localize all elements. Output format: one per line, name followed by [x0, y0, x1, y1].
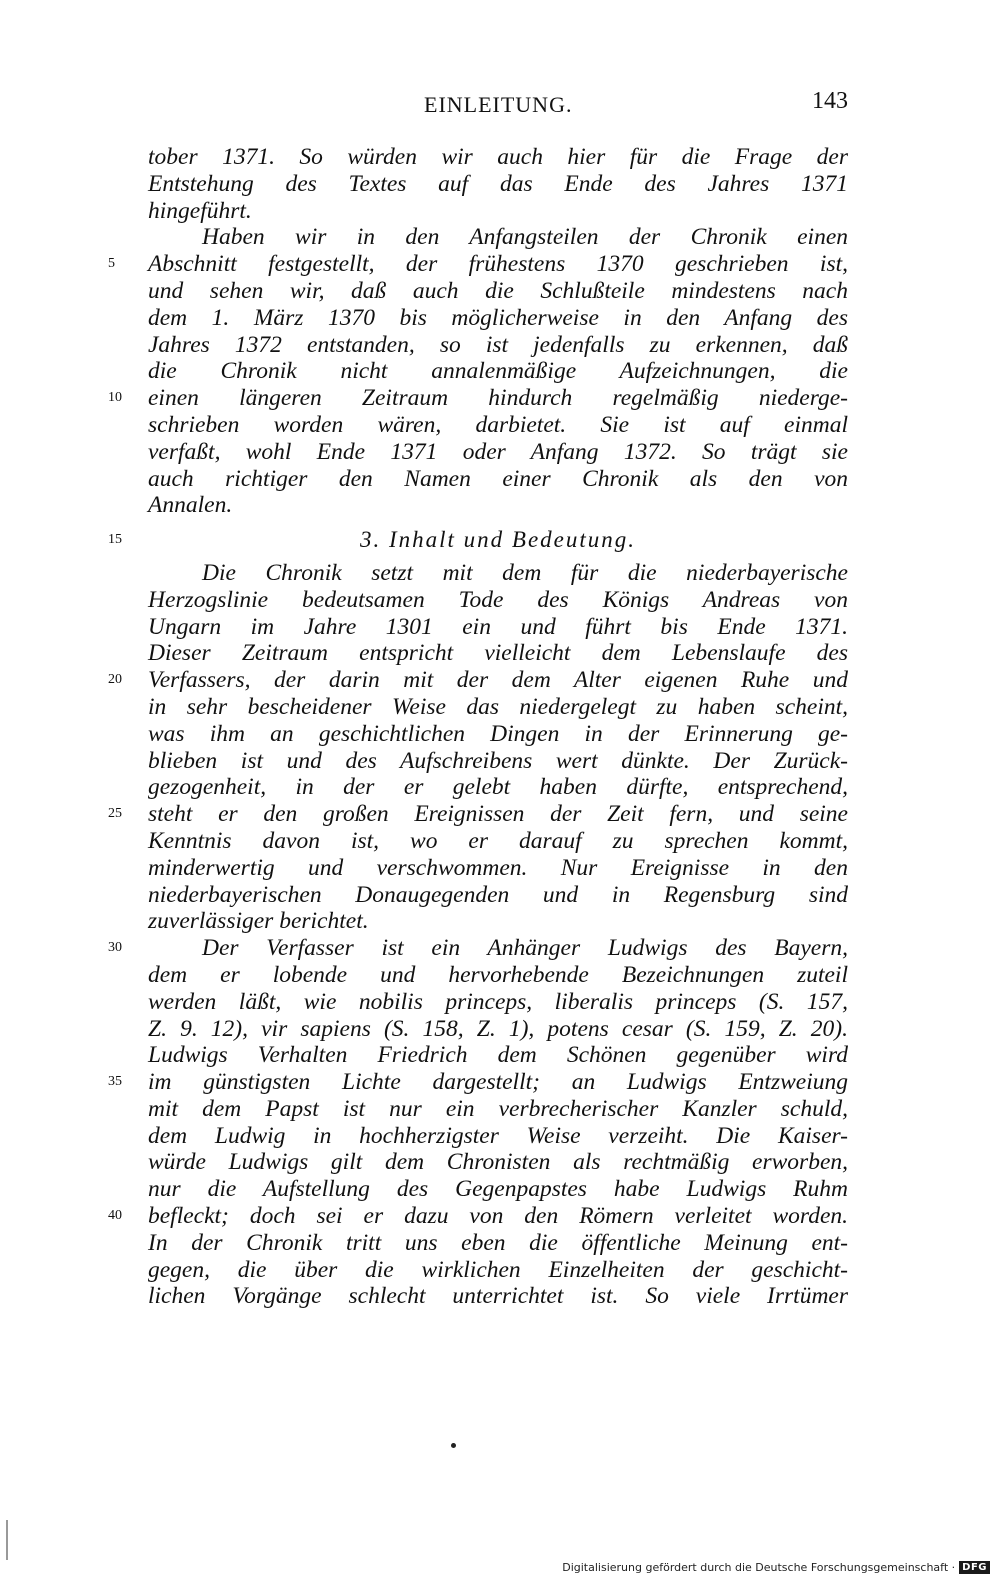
text-line: Kenntnis davon ist, wo er darauf zu sprechen kommt,	[148, 827, 848, 854]
text-line: hingeführt.	[148, 197, 252, 224]
footer-credit: Digitalisierung gefördert durch die Deutsche Forschungsgemeinschaft ·	[562, 1560, 956, 1574]
text-line: 35 im günstigsten Lichte dargestellt; an Ludwigs Entzweiung	[108, 1069, 848, 1096]
page-number: 143	[812, 88, 848, 114]
page-header	[148, 88, 848, 124]
text-line: blieben ist und des Aufschreibens wert dünkte. Der Zurück-	[148, 747, 848, 774]
text-line: in sehr bescheidener Weise das niedergelegt zu haben scheint,	[148, 693, 848, 720]
text-line: 20 Verfassers, der darin mit der dem Alter eigenen Ruhe und	[108, 667, 848, 694]
text-line: lichen Vorgänge schlecht unterrichtet ist. So viele Irrtümer	[148, 1283, 848, 1310]
text-line: und sehen wir, daß auch die Schlußteile mindestens nach	[148, 277, 848, 304]
text-line: Ungarn im Jahre 1301 ein und führt bis Ende 1371.	[148, 613, 848, 640]
text-line: 40 befleckt; doch sei er dazu von den Römern verleitet worden.	[108, 1203, 848, 1230]
running-title: EINLEITUNG.	[424, 92, 573, 117]
section-heading: 15 3. Inhalt und Bedeutung.	[108, 527, 637, 553]
text-line: dem er lobende und hervorhebende Bezeichnungen zuteil	[148, 961, 848, 988]
text-line: würde Ludwigs gilt dem Chronisten als rechtmäßig erworben,	[148, 1149, 848, 1176]
text-line: tober 1371. So würden wir auch hier für die Frage der	[148, 144, 848, 170]
text-line: auch richtiger den Namen einer Chronik als den von	[148, 465, 848, 492]
line-number: 15	[108, 532, 122, 548]
text-line: In der Chronik tritt uns eben die öffentliche Meinung ent-	[148, 1229, 848, 1256]
text-line: 5 Abschnitt festgestellt, der frühestens 1370 geschrieben ist,	[108, 251, 848, 278]
line-number: 25	[108, 806, 122, 822]
line-number: 20	[108, 672, 122, 688]
text-line: 30 Der Verfasser ist ein Anhänger Ludwigs des Bayern,	[108, 935, 848, 962]
line-number: 30	[108, 940, 122, 956]
text-line: zuverlässiger berichtet.	[148, 908, 369, 935]
text-line: dem Ludwig in hochherzigster Weise verzeiht. Die Kaiser-	[148, 1122, 848, 1149]
digitization-footer	[562, 1557, 990, 1577]
text-line: minderwertig und verschwommen. Nur Ereignisse in den	[148, 854, 848, 881]
text-line: schrieben worden wären, darbietet. Sie ist auf einmal	[148, 411, 848, 438]
line-number: 40	[108, 1208, 122, 1224]
text-line: Z. 9. 12), vir sapiens (S. 158, Z. 1), potens cesar (S. 159, Z. 20).	[148, 1015, 848, 1042]
line-number: 5	[108, 256, 115, 272]
text-line: Die Chronik setzt mit dem für die niederbayerische	[202, 559, 848, 586]
text-line: was ihm an geschichtlichen Dingen in der Erinnerung ge-	[148, 720, 848, 747]
text-line: Haben wir in den Anfangsteilen der Chronik einen	[202, 224, 848, 251]
line-number: 10	[108, 390, 122, 406]
text-line: nur die Aufstellung des Gegenpapstes habe Ludwigs Ruhm	[148, 1176, 848, 1203]
text-line: gegen, die über die wirklichen Einzelheiten der geschicht-	[148, 1256, 848, 1283]
text-line: Herzogslinie bedeutsamen Tode des Königs Andreas von	[148, 586, 848, 613]
text-line: werden läßt, wie nobilis princeps, liberalis princeps (S. 157,	[148, 988, 848, 1015]
text-line: Ludwigs Verhalten Friedrich dem Schönen gegenüber wird	[148, 1042, 848, 1069]
text-line: mit dem Papst ist nur ein verbrecherischer Kanzler schuld,	[148, 1095, 848, 1122]
text-line: gezogenheit, in der er gelebt haben dürfte, entsprechend,	[148, 774, 848, 801]
dfg-logo-icon: DFG	[959, 1561, 990, 1574]
text-line: 25 steht er den großen Ereignissen der Zeit fern, und seine	[108, 801, 848, 828]
text-line: 10 einen längeren Zeitraum hindurch regelmäßig niederge-	[108, 385, 848, 412]
text-line: Jahres 1372 entstanden, so ist jedenfalls zu erkennen, daß	[148, 331, 848, 358]
text-line: Dieser Zeitraum entspricht vielleicht dem Lebenslaufe des	[148, 640, 848, 667]
text-line: dem 1. März 1370 bis möglicherweise in den Anfang des	[148, 304, 848, 331]
ink-dot	[451, 1443, 456, 1448]
text-line: Entstehung des Textes auf das Ende des Jahres 1371	[148, 170, 848, 197]
text-line: Annalen.	[148, 492, 233, 519]
text-line: niederbayerischen Donaugegenden und in Regensburg sind	[148, 881, 848, 908]
body-text	[108, 144, 848, 1310]
line-number: 35	[108, 1074, 122, 1090]
text-line: die Chronik nicht annalenmäßige Aufzeichnungen, die	[148, 358, 848, 385]
text-line: verfaßt, wohl Ende 1371 oder Anfang 1372. So trägt sie	[148, 438, 848, 465]
margin-mark	[6, 1520, 8, 1560]
